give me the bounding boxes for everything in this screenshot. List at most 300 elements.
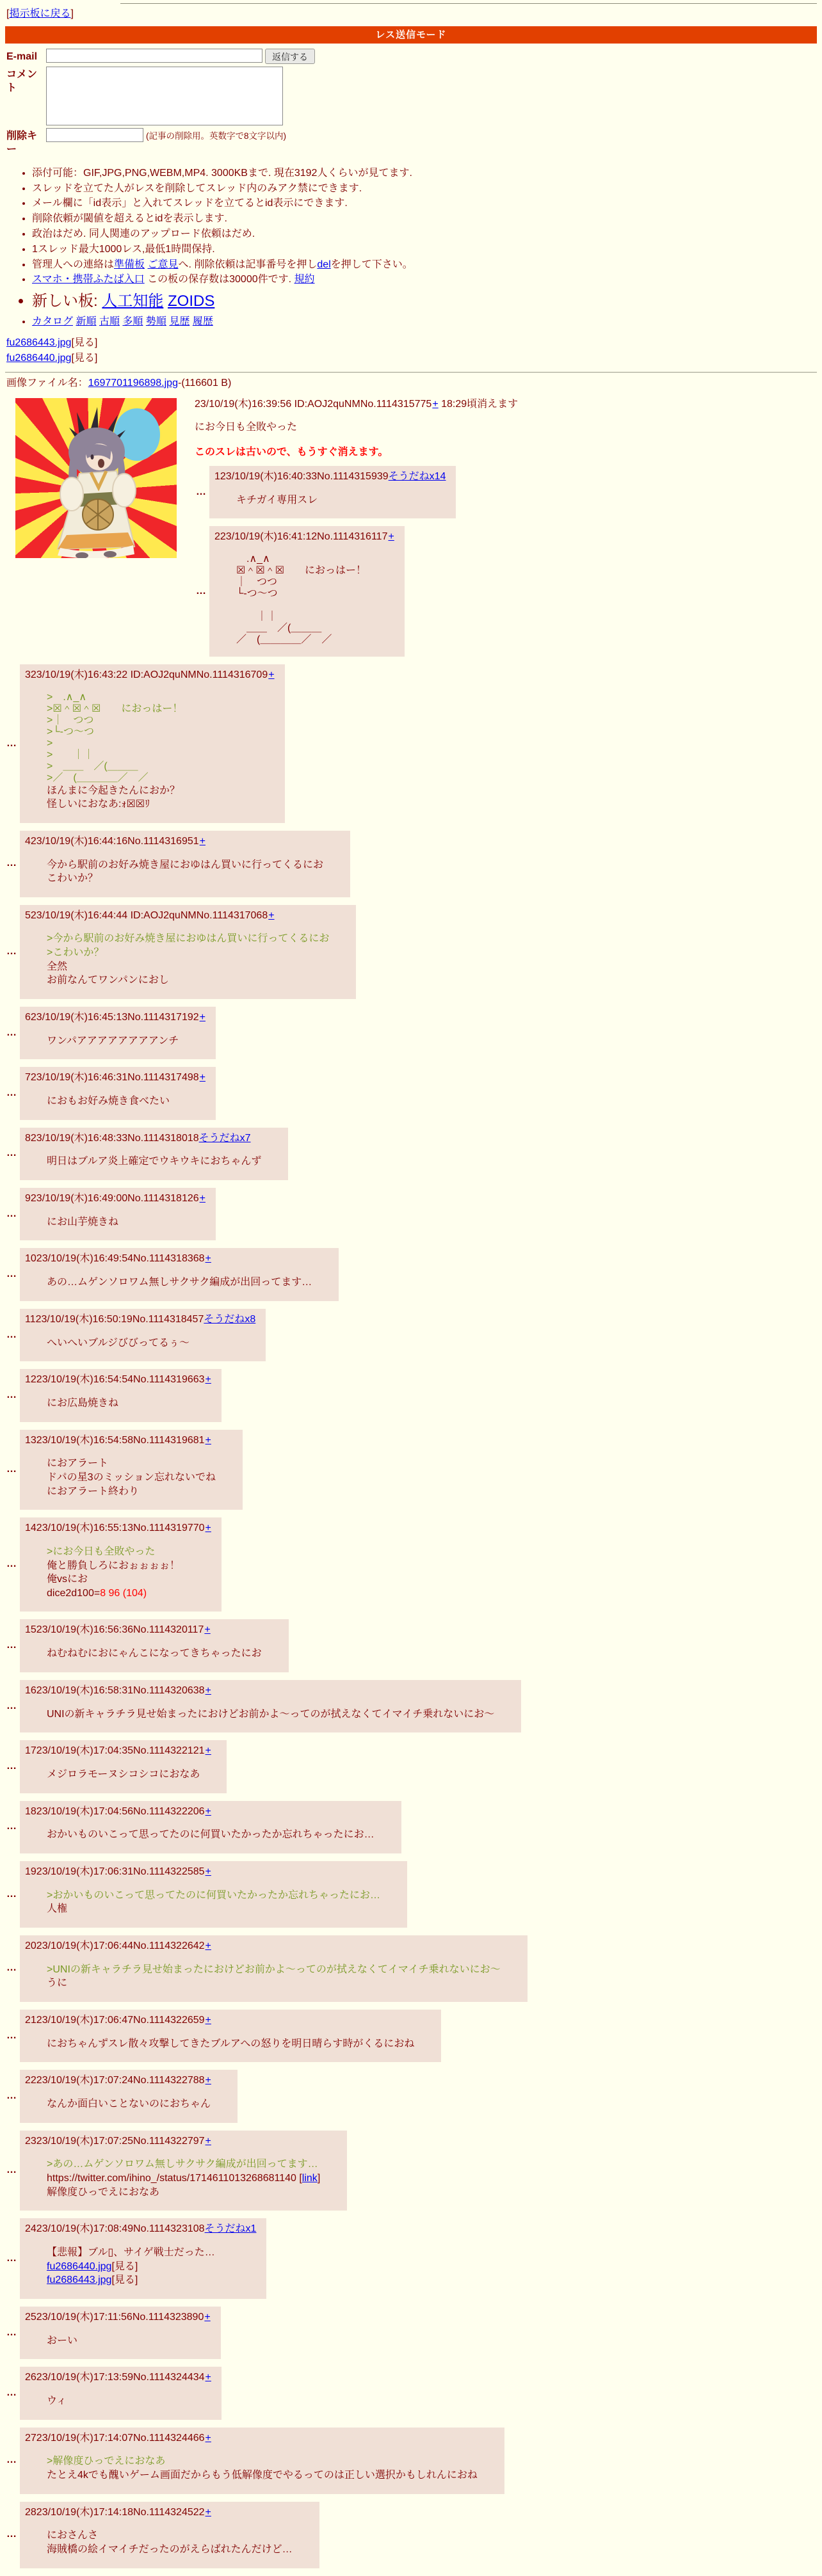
reply-sodane-link[interactable]: + — [268, 909, 275, 921]
reply-body — [47, 2529, 293, 2556]
submit-reply-button[interactable]: 返信する — [265, 49, 315, 64]
reply-body — [47, 2334, 194, 2348]
reply-datetime: 23/10/19(木)16:58:31 — [36, 1684, 134, 1696]
reply-index: 7 — [25, 1072, 31, 1084]
reply-sodane-link[interactable]: + — [205, 1523, 211, 1534]
rule-text: 添付可能：GIF,JPG,PNG,WEBM,MP4. 3000KBまで. 現在3192人くらいが見てます. — [32, 167, 412, 179]
reply-text: 解像度ひっでえにおなあ — [47, 2186, 160, 2198]
reply-marker: … — [6, 737, 17, 749]
reply-body-line — [47, 932, 329, 946]
reply-sodane-link[interactable]: + — [199, 1193, 206, 1204]
reply-post-number: No.1114316951 — [127, 835, 199, 847]
rule-text: へ. 削除依頼は記事番号を押し — [178, 259, 318, 270]
board-rule-item — [32, 212, 817, 226]
reply-body-line — [47, 1902, 380, 1916]
rule-text: メール欄に「id表示」と入れてスレッドを立てるとid表示にできます. — [32, 198, 348, 209]
reply-marker: … — [6, 1027, 17, 1038]
reply-index: 25 — [25, 2311, 36, 2323]
reply-text: 人権 — [47, 1903, 68, 1915]
comment-field[interactable] — [46, 67, 283, 125]
reply-body-line — [47, 2468, 478, 2483]
reply-marker: … — [6, 1208, 17, 1219]
reply-body-line — [47, 872, 323, 886]
board-rule-item — [32, 259, 817, 272]
rule-link[interactable]: 勢順 — [145, 316, 166, 328]
reply-index: 6 — [25, 1011, 31, 1023]
reply-body-line — [47, 2186, 320, 2200]
reply-post — [5, 2218, 266, 2299]
reply-sodane-link[interactable]: + — [205, 1940, 211, 1951]
reply-post-number: No.1114322585 — [133, 1866, 205, 1877]
reply-sodane-link[interactable]: + — [204, 2311, 211, 2323]
reply-form — [6, 49, 817, 157]
reply-sodane-link[interactable]: + — [205, 1866, 211, 1877]
uploaded-file-links — [6, 337, 817, 365]
file-link[interactable]: fu2686440.jpg — [6, 353, 72, 364]
reply-text: >UNIの新キャラチラ見せ始まったにおけどお前かよ～ってのが拭えなくてイマイチ乗れないにお～ — [47, 1964, 501, 1975]
reply-datetime: 23/10/19(木)16:44:16 — [30, 835, 128, 847]
reply-cell — [20, 1619, 289, 1672]
rule-link[interactable]: 多順 — [122, 316, 143, 328]
reply-text: ウィ — [47, 2396, 67, 2406]
reply-post — [195, 466, 456, 518]
reply-post — [5, 1680, 521, 1732]
reply-text: ／ (＿＿＿＿／ ／ — [236, 634, 332, 645]
reply-index: 19 — [25, 1866, 36, 1877]
reply-text: お前なんてワンパンにおし — [47, 975, 169, 986]
board-rule-item — [32, 167, 817, 180]
reply-index: 3 — [25, 669, 31, 681]
reply-cell — [20, 1740, 227, 1793]
reply-body — [47, 1828, 375, 1842]
reply-body-line — [47, 715, 258, 726]
reply-body-line — [47, 1457, 216, 1471]
rule-text: 1スレッド最大1000レス,最低1時間保持. — [32, 243, 215, 255]
reply-index: 4 — [25, 835, 31, 847]
reply-body-line — [47, 2172, 320, 2186]
reply-post — [5, 2502, 319, 2568]
reply-marker: … — [6, 1087, 17, 1099]
reply-post — [5, 2428, 504, 2494]
reply-post-number: No.1114324466 — [133, 2432, 205, 2444]
reply-text: 8 96 (104) — [100, 1587, 147, 1599]
reply-post-number: No.1114322121 — [133, 1745, 205, 1757]
reply-body — [47, 1708, 494, 1722]
reply-text: ｜ つつ — [236, 577, 278, 588]
reply-post — [5, 1067, 216, 1119]
reply-datetime: 23/10/19(木)17:07:25 — [36, 2135, 134, 2147]
rule-link[interactable]: 人工知能 — [102, 292, 164, 310]
rule-link[interactable]: ZOIDS — [168, 292, 215, 310]
op-expire-time: 18:29頃消えます — [438, 398, 519, 410]
reply-body — [47, 1963, 501, 1990]
reply-body-line — [47, 1647, 262, 1661]
reply-sodane-link[interactable]: + — [205, 2075, 211, 2086]
reply-index: 24 — [25, 2223, 36, 2235]
reply-mode-bar: レス送信モード — [5, 26, 817, 44]
reply-datetime: 23/10/19(木)16:56:36 — [36, 1624, 134, 1636]
reply-sodane-link[interactable]: + — [268, 669, 275, 681]
reply-datetime: 23/10/19(木)16:44:44 ID:AOJ2quNM — [30, 909, 197, 921]
reply-sodane-link[interactable]: + — [205, 1374, 211, 1386]
reply-body-line — [236, 493, 429, 508]
rule-text: 削除依頼が閾値を超えるとidを表示します. — [32, 213, 227, 225]
reply-sodane-link[interactable]: そうだねx14 — [388, 471, 446, 483]
reply-post-number: No.1114315939 — [317, 471, 389, 483]
reply-post-number: No.1114322659 — [133, 2014, 205, 2026]
reply-datetime: 23/10/19(木)17:14:18 — [36, 2506, 134, 2518]
reply-sodane-link[interactable]: + — [205, 2432, 211, 2444]
reply-datetime: 23/10/19(木)17:04:35 — [36, 1745, 134, 1757]
rule-text: を押して下さい。 — [330, 259, 413, 270]
reply-marker: … — [6, 1821, 17, 1832]
reply-sodane-link[interactable]: + — [205, 2014, 211, 2026]
rule-link[interactable]: 見歴 — [169, 316, 190, 328]
reply-cell — [20, 1007, 216, 1059]
rule-link[interactable]: ご意見 — [147, 259, 179, 270]
rule-text: 管理人への連絡は — [32, 259, 115, 270]
reply-post — [5, 664, 285, 822]
reply-text: UNIの新キャラチラ見せ始まったにおけどお前かよ～ってのが拭えなくてイマイチ乗れないにお～ — [47, 1708, 495, 1720]
reply-text: >／ (＿＿＿＿／ ／ — [47, 772, 149, 783]
reply-sodane-link[interactable]: + — [205, 1684, 211, 1696]
reply-marker: … — [6, 1329, 17, 1340]
reply-text: https://twitter.com/ihino_/status/1714611013268681140 [ — [47, 2173, 302, 2184]
reply-datetime: 23/10/19(木)16:50:19 — [35, 1313, 133, 1325]
rule-text: この板の保存数は30000件です. — [144, 274, 294, 285]
reply-post-number: No.1114320638 — [133, 1684, 205, 1696]
rule-link[interactable]: 履歴 — [192, 316, 213, 328]
rule-link[interactable]: 古順 — [99, 316, 120, 328]
reply-body-line — [47, 2246, 239, 2260]
reply-body-line — [47, 1976, 501, 1990]
file-text: [見る] — [71, 337, 98, 349]
reply-text: 明日はブルア炎上確定でウキウキにおちゃんず — [47, 1156, 262, 1167]
reply-body-line — [47, 2037, 414, 2051]
reply-marker: … — [196, 586, 206, 597]
reply-body-line — [47, 2157, 320, 2172]
reply-cell — [209, 466, 456, 518]
reply-sodane-link[interactable]: + — [205, 2135, 211, 2147]
reply-body — [236, 554, 378, 645]
reply-sodane-link[interactable]: + — [199, 1011, 206, 1023]
op-filesize: -(116601 B) — [177, 377, 232, 388]
reply-post — [5, 905, 356, 999]
reply-marker: … — [6, 945, 17, 957]
reply-datetime: 23/10/19(木)17:06:44 — [36, 1940, 134, 1951]
reply-text: 今から駅前のお好み焼き屋におゆはん買いに行ってくるにお — [47, 859, 324, 870]
reply-body-line — [47, 1336, 239, 1350]
reply-link[interactable]: fu2686443.jpg — [47, 2275, 112, 2286]
reply-text: ｜｜ — [236, 611, 278, 622]
reply-datetime: 23/10/19(木)17:11:56 — [36, 2311, 133, 2323]
reply-index: 12 — [25, 1374, 36, 1386]
reply-body-line — [47, 973, 329, 988]
comment-label: コメント — [6, 69, 38, 94]
reply-text: たとえ4kでも醜いゲーム画面だからもう低解像度でやるってのは正しい選択かもしれんにおね — [47, 2469, 478, 2481]
reply-text: >おかいものいこって思ってたのに何買いたかったか忘れちゃったにお… — [47, 1889, 381, 1901]
reply-sodane-link[interactable]: + — [388, 531, 394, 543]
reply-datetime: 23/10/19(木)17:07:24 — [36, 2075, 134, 2086]
reply-body-line — [47, 1708, 494, 1722]
reply-marker: … — [6, 2529, 17, 2540]
op-body-text: にお今日も全敗やった — [195, 422, 298, 433]
reply-cell — [20, 1430, 243, 1510]
reply-post-number: No.1114317192 — [127, 1011, 199, 1023]
reply-index: 13 — [25, 1434, 36, 1446]
bracket: [ — [6, 8, 10, 19]
reply-text: > .∧_∧ — [47, 692, 87, 703]
reply-post — [5, 1801, 401, 1853]
reply-body-line — [47, 761, 258, 772]
reply-post-number: No.1114318457 — [132, 1313, 204, 1325]
reply-post-number: No.1114323108 — [133, 2223, 205, 2235]
file-text: [見る] — [71, 353, 98, 364]
reply-body-line — [47, 1155, 261, 1169]
reply-sodane-link[interactable]: + — [205, 2372, 211, 2383]
reply-datetime: 23/10/19(木)16:40:33 — [220, 471, 318, 483]
reply-cell — [20, 2070, 238, 2122]
reply-text: におアラート終わり — [47, 1485, 140, 1497]
reply-body-line — [236, 577, 378, 588]
reply-body-line — [236, 554, 378, 565]
reply-post — [5, 1188, 216, 1240]
reply-datetime: 23/10/19(木)16:45:13 — [30, 1011, 128, 1023]
reply-post — [5, 1369, 222, 1421]
op-filename-label: 画像ファイル名： — [6, 377, 88, 388]
reply-sodane-link[interactable]: そうだねx7 — [198, 1132, 251, 1144]
reply-link[interactable]: fu2686440.jpg — [47, 2260, 112, 2272]
reply-sodane-link[interactable]: + — [205, 1253, 211, 1265]
reply-post — [5, 1740, 227, 1793]
rule-text: 政治はだめ. 同人関連のアップロード依頼はだめ. — [32, 228, 255, 240]
reply-index: 18 — [25, 1805, 36, 1817]
reply-link[interactable]: link — [302, 2173, 318, 2184]
reply-marker: … — [6, 2252, 17, 2264]
reply-body-line — [47, 2529, 293, 2543]
reply-text: おーい — [47, 2335, 78, 2346]
reply-post — [5, 2131, 347, 2211]
reply-body-line — [47, 946, 329, 960]
reply-marker: … — [6, 2164, 17, 2176]
reply-datetime: 23/10/19(木)16:55:13 — [36, 1523, 134, 1534]
reply-cell — [20, 2307, 221, 2359]
reply-text: へいへいブルジびびってるぅ～ — [47, 1337, 189, 1348]
reply-body — [236, 493, 429, 508]
reply-body — [47, 1155, 261, 1169]
reply-sodane-link[interactable]: + — [205, 1745, 211, 1757]
reply-body-line — [47, 1572, 195, 1587]
reply-text: >｜ つつ — [47, 715, 94, 726]
reply-post — [5, 2010, 441, 2062]
reply-cell — [209, 526, 405, 657]
reply-sodane-link[interactable]: そうだねx8 — [204, 1313, 256, 1325]
rule-text: スレッドを立てた人がレスを削除してスレッド内のみアク禁にできます. — [32, 182, 362, 194]
reply-marker: … — [6, 1888, 17, 1900]
email-field[interactable] — [46, 49, 262, 63]
delete-key-field[interactable] — [46, 128, 143, 142]
reply-body — [47, 692, 258, 811]
reply-sodane-link[interactable]: + — [205, 1805, 211, 1817]
board-rule-item — [32, 182, 817, 196]
rule-link[interactable]: 規約 — [294, 274, 315, 285]
reply-text: 怪しいにおなあ:ｫ☒☒ﾘ — [47, 799, 150, 810]
reply-text: >☒＾☒＾☒ におっはー！ — [47, 703, 183, 715]
reply-datetime: 23/10/19(木)16:46:31 — [30, 1072, 128, 1084]
reply-body-line — [47, 1215, 189, 1229]
reply-cell — [20, 1188, 216, 1240]
reply-text: ほんまに今起きたんにおか？ — [47, 785, 181, 796]
reply-body-line — [47, 703, 258, 715]
reply-post — [5, 831, 350, 897]
reply-datetime: 23/10/19(木)16:43:22 ID:AOJ2quNM — [30, 669, 197, 681]
bracket: ] — [70, 8, 74, 19]
reply-text: > — [47, 737, 53, 749]
reply-cell — [20, 1861, 407, 1928]
op-thumbnail-image[interactable] — [15, 398, 177, 558]
rule-link[interactable]: 新順 — [76, 316, 97, 328]
reply-text: ] — [317, 2173, 321, 2184]
op-filename-link[interactable]: 1697701196898.jpg — [88, 377, 178, 388]
reply-body-line — [47, 1471, 216, 1485]
reply-body-line — [47, 1485, 216, 1499]
reply-post — [5, 1935, 528, 2002]
reply-index: 9 — [25, 1193, 31, 1204]
file-link[interactable]: fu2686443.jpg — [6, 337, 72, 349]
reply-text: ＿＿ ／(＿＿＿ — [236, 622, 322, 634]
reply-sodane-link[interactable]: + — [199, 1072, 206, 1084]
reply-sodane-link[interactable]: + — [205, 2506, 211, 2518]
board-rule-item — [32, 243, 817, 257]
op-post-number: No.1114315775 — [360, 398, 432, 410]
reply-post-number: No.1114323890 — [132, 2311, 204, 2323]
reply-text: > ｜｜ — [47, 749, 94, 760]
reply-text: メジロラモーヌシコシコにおなあ — [47, 1768, 200, 1780]
reply-datetime: 23/10/19(木)16:41:12 — [220, 531, 318, 543]
file-link-line — [6, 352, 817, 365]
reply-post-number: No.1114322642 — [133, 1940, 205, 1951]
thread-divider — [5, 372, 817, 373]
reply-body-line — [47, 772, 258, 784]
reply-body-line — [236, 623, 378, 634]
reply-marker: … — [6, 1389, 17, 1400]
rule-link[interactable]: del — [317, 259, 331, 270]
reply-marker: … — [6, 2326, 17, 2338]
op-sodane-plus-link[interactable]: + — [432, 398, 439, 410]
back-to-board-link[interactable]: 掲示板に戻る — [9, 8, 71, 19]
reply-post — [5, 1128, 288, 1180]
reply-post-number: No.1114319681 — [133, 1434, 205, 1446]
top-divider — [120, 3, 817, 4]
reply-cell — [20, 2218, 266, 2299]
rule-link[interactable]: スマホ・携帯ふたば入口 — [32, 274, 145, 285]
reply-post-number: No.1114322206 — [133, 1805, 205, 1817]
reply-text: ドパの星3のミッション忘れないでね — [47, 1471, 216, 1483]
reply-post — [195, 526, 405, 657]
reply-cell — [20, 1801, 401, 1853]
reply-body — [47, 1094, 189, 1108]
replies-container — [5, 466, 817, 2568]
reply-text: ☒＾☒＾☒ におっはー！ — [236, 565, 367, 577]
reply-datetime: 23/10/19(木)17:04:56 — [36, 1805, 134, 1817]
reply-body-line — [47, 2454, 478, 2468]
reply-datetime: 23/10/19(木)17:08:49 — [36, 2223, 134, 2235]
reply-body — [47, 1336, 239, 1350]
reply-post — [5, 2070, 238, 2122]
board-rule-item — [32, 197, 817, 211]
reply-text: あの…ムゲンソロワム無しサクサク編成が出回ってます… — [47, 1277, 312, 1288]
thumbnail-character-figure — [15, 398, 177, 558]
rule-text — [163, 292, 168, 310]
thread — [5, 377, 817, 2576]
reply-cell — [20, 2367, 222, 2419]
reply-cell — [20, 1067, 216, 1119]
reply-body — [47, 2394, 195, 2408]
reply-cell — [20, 1935, 528, 2002]
reply-marker: … — [6, 1558, 17, 1570]
reply-post-number: No.1114318018 — [127, 1132, 199, 1144]
reply-body-line — [47, 1545, 195, 1559]
reply-body-line — [47, 2543, 293, 2557]
reply-cell — [20, 831, 350, 897]
reply-text: >にお今日も全敗やった — [47, 1546, 156, 1557]
reply-post-number: No.1114322788 — [133, 2075, 205, 2086]
reply-post-number: No.1114316709 — [196, 669, 268, 681]
reply-body — [47, 1647, 262, 1661]
reply-text: 全然 — [47, 961, 68, 972]
reply-text: にお広島焼きね — [47, 1398, 119, 1409]
reply-text: ワンパアアアアアアアアンチ — [47, 1035, 179, 1046]
rule-link[interactable]: カタログ — [32, 316, 74, 328]
reply-post-number: No.1114319663 — [133, 1374, 205, 1386]
rule-text: 新しい板: — [32, 292, 102, 310]
reply-body — [47, 2037, 414, 2051]
reply-body-line — [47, 858, 323, 872]
reply-body — [47, 1215, 189, 1229]
reply-sodane-link[interactable]: + — [205, 1434, 211, 1446]
reply-post-number: No.1114318368 — [133, 1253, 205, 1265]
reply-datetime: 23/10/19(木)16:49:00 — [30, 1193, 128, 1204]
reply-marker: … — [6, 2090, 17, 2102]
reply-text: うに — [47, 1978, 68, 1989]
reply-datetime: 23/10/19(木)16:49:54 — [36, 1253, 134, 1265]
reply-text: 俺と勝負しろにおぉぉぉぉ！ — [47, 1560, 181, 1571]
reply-index: 14 — [25, 1523, 36, 1534]
reply-body-line — [47, 1768, 200, 1782]
reply-marker: … — [6, 858, 17, 869]
reply-body-line — [47, 1396, 195, 1411]
reply-index: 28 — [25, 2506, 36, 2518]
reply-sodane-link[interactable]: + — [199, 835, 206, 847]
rule-link[interactable]: 準備板 — [114, 259, 145, 270]
reply-text: ねむねむにおにゃんこになってきちゃったにお — [47, 1648, 262, 1660]
reply-marker: … — [6, 1148, 17, 1159]
delete-key-label: 削除キー — [6, 131, 38, 156]
reply-datetime: 23/10/19(木)17:13:59 — [36, 2372, 134, 2383]
reply-text: .∧_∧ — [236, 554, 270, 565]
reply-sodane-link[interactable]: そうだねx1 — [204, 2223, 257, 2235]
reply-body — [47, 1889, 380, 1916]
reply-body-line — [47, 1587, 195, 1601]
reply-body-line — [47, 1963, 501, 1977]
reply-post-number: No.1114317068 — [196, 909, 268, 921]
reply-sodane-link[interactable]: + — [204, 1624, 211, 1636]
reply-text: > ＿＿ ／(＿＿＿ — [47, 760, 138, 772]
reply-cell — [20, 2131, 347, 2211]
thread-expiry-warning: このスレは古いので、もうすぐ消えます。 — [195, 447, 389, 458]
reply-post — [5, 1861, 407, 1928]
reply-body — [47, 2097, 211, 2111]
